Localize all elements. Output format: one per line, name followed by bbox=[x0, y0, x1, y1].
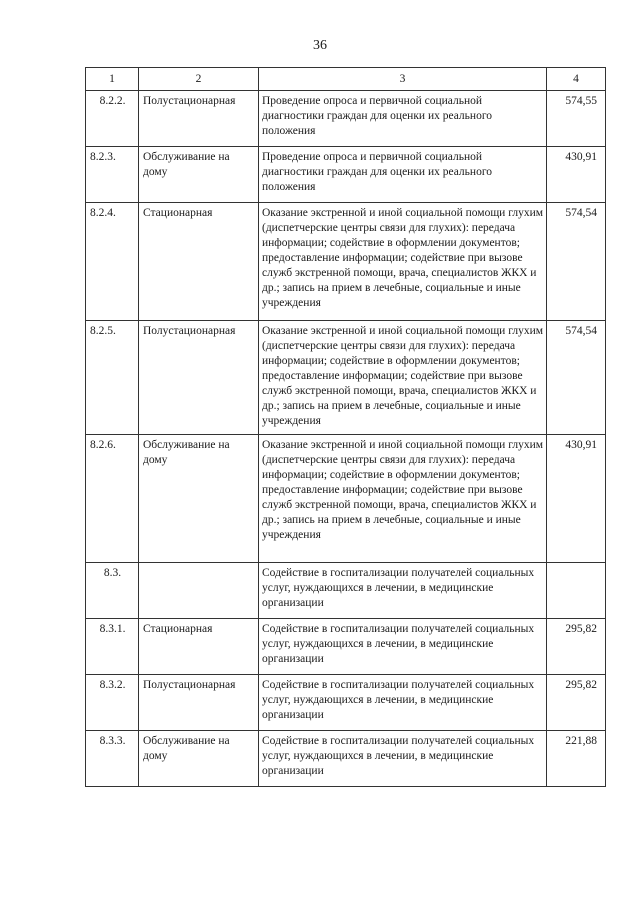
column-header: 1 bbox=[86, 68, 139, 91]
table-row bbox=[86, 147, 606, 203]
column-header: 2 bbox=[139, 68, 259, 91]
table-row bbox=[86, 675, 606, 731]
row-price: 574,54 bbox=[547, 203, 606, 321]
row-code: 8.2.3. bbox=[86, 147, 139, 203]
row-description: Проведение опроса и первичной социальной диагностики граждан для оценки их реального положения bbox=[259, 91, 547, 147]
row-price: 574,54 bbox=[547, 321, 606, 435]
row-price: 295,82 bbox=[547, 619, 606, 675]
row-form bbox=[139, 563, 259, 619]
row-description: Оказание экстренной и иной социальной помощи глухим (диспетчерские центры связи для глухих): передача информации; содействие в оформлении документов; предоставление информации; содействие при вызове служб экстренной помощи, врача, специалистов ЖКХ и др.; запись на прием в лечебные, социальные и иные учреждения bbox=[259, 321, 547, 435]
column-header: 3 bbox=[259, 68, 547, 91]
row-code: 8.3.3. bbox=[86, 731, 139, 787]
row-price: 430,91 bbox=[547, 147, 606, 203]
row-form: Обслуживание на дому bbox=[139, 147, 259, 203]
table-row bbox=[86, 321, 606, 435]
services-table bbox=[85, 67, 606, 787]
row-code: 8.3.2. bbox=[86, 675, 139, 731]
row-price: 221,88 bbox=[547, 731, 606, 787]
table-row bbox=[86, 731, 606, 787]
row-form: Обслуживание на дому bbox=[139, 435, 259, 563]
row-price: 295,82 bbox=[547, 675, 606, 731]
row-description: Содействие в госпитализации получателей социальных услуг, нуждающихся в лечении, в медицинские организации bbox=[259, 619, 547, 675]
row-code: 8.3.1. bbox=[86, 619, 139, 675]
row-code: 8.2.6. bbox=[86, 435, 139, 563]
row-description: Содействие в госпитализации получателей социальных услуг, нуждающихся в лечении, в медицинские организации bbox=[259, 675, 547, 731]
row-price: 574,55 bbox=[547, 91, 606, 147]
table-row bbox=[86, 91, 606, 147]
row-form: Обслуживание на дому bbox=[139, 731, 259, 787]
row-code: 8.3. bbox=[86, 563, 139, 619]
row-form: Полустационарная bbox=[139, 675, 259, 731]
row-description: Содействие в госпитализации получателей социальных услуг, нуждающихся в лечении, в медицинские организации bbox=[259, 563, 547, 619]
row-form: Стационарная bbox=[139, 203, 259, 321]
row-price: 430,91 bbox=[547, 435, 606, 563]
table-row bbox=[86, 619, 606, 675]
row-code: 8.2.5. bbox=[86, 321, 139, 435]
column-header: 4 bbox=[547, 68, 606, 91]
row-form: Стационарная bbox=[139, 619, 259, 675]
table-row bbox=[86, 203, 606, 321]
row-code: 8.2.2. bbox=[86, 91, 139, 147]
row-form: Полустационарная bbox=[139, 321, 259, 435]
row-description: Содействие в госпитализации получателей социальных услуг, нуждающихся в лечении, в медицинские организации bbox=[259, 731, 547, 787]
row-code: 8.2.4. bbox=[86, 203, 139, 321]
row-description: Оказание экстренной и иной социальной помощи глухим (диспетчерские центры связи для глухих): передача информации; содействие в оформлении документов; предоставление информации; содействие при вызове служб экстренной помощи, врача, специалистов ЖКХ и др.; запись на прием в лечебные, социальные и иные учреждения bbox=[259, 203, 547, 321]
page-number: 36 bbox=[313, 38, 327, 53]
row-price bbox=[547, 563, 606, 619]
row-description: Проведение опроса и первичной социальной диагностики граждан для оценки их реального положения bbox=[259, 147, 547, 203]
table-row bbox=[86, 563, 606, 619]
table-row bbox=[86, 435, 606, 563]
row-description: Оказание экстренной и иной социальной помощи глухим (диспетчерские центры связи для глухих): передача информации; содействие в оформлении документов; предоставление информации; содействие при вызове служб экстренной помощи, врача, специалистов ЖКХ и др.; запись на прием в лечебные, социальные и иные учреждения bbox=[259, 435, 547, 563]
table-header-row bbox=[86, 68, 606, 91]
row-form: Полустационарная bbox=[139, 91, 259, 147]
